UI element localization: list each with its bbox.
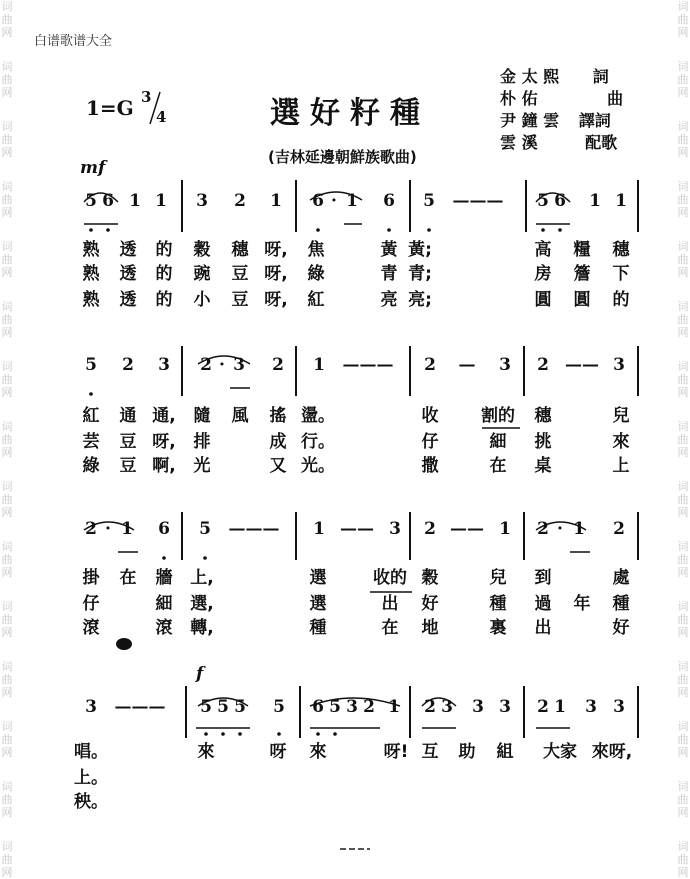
note: 6 xyxy=(158,519,170,539)
lyric-syllable: 熟 xyxy=(82,290,100,310)
note: 1 xyxy=(129,191,141,211)
lyric-syllable: 高 xyxy=(534,240,552,260)
lyric-syllable: 簷 xyxy=(573,264,591,284)
note: 2 xyxy=(537,697,549,717)
lyric-syllable: 組 xyxy=(496,742,514,762)
lyric-syllable: 糧 xyxy=(573,240,591,260)
lyric-syllable: 豆 xyxy=(231,264,249,284)
lyric-syllable: 收 xyxy=(421,406,439,426)
lyric-syllable: 通, xyxy=(152,406,176,426)
watermark-text: 词 曲 网 xyxy=(677,780,689,819)
note: ——— xyxy=(228,519,280,539)
note: 1 xyxy=(573,519,585,539)
lyric-syllable: 細 xyxy=(155,594,173,614)
lyric-syllable: 來 xyxy=(309,742,327,762)
lyric-syllable: 紅 xyxy=(82,406,100,426)
lyric-syllable: 牆 xyxy=(155,568,173,588)
lyric-syllable: 穀 xyxy=(421,568,439,588)
watermark-text: 词 曲 网 xyxy=(677,120,689,159)
note: · xyxy=(557,519,563,539)
lyric-syllable: 又 xyxy=(269,456,287,476)
lyric-syllable: 仔 xyxy=(421,432,439,452)
note: —— xyxy=(450,519,484,539)
lyric-syllable: 呀 xyxy=(269,742,287,762)
note: 1 xyxy=(388,697,400,717)
lyric-syllable: 出 xyxy=(534,618,552,638)
credit-names: 金 太 熙 xyxy=(500,67,560,86)
note: 2 xyxy=(537,355,549,375)
lyric-syllable: 青 xyxy=(380,264,398,284)
lyric-syllable: 排 xyxy=(193,432,211,452)
lyric-syllable: 透 xyxy=(119,240,137,260)
lyric-syllable: 助 xyxy=(458,742,476,762)
lyric-syllable: 選, xyxy=(190,594,214,614)
lyric-syllable: 房 xyxy=(534,264,552,284)
note: 1 xyxy=(313,519,325,539)
note: 1 xyxy=(155,191,167,211)
note: 3 xyxy=(613,697,625,717)
lyric-syllable: 熟 xyxy=(82,264,100,284)
lyric-syllable: 紅 xyxy=(307,290,325,310)
lyric-syllable: 綠 xyxy=(82,456,100,476)
lyric-syllable: 來 xyxy=(612,432,630,452)
lyric-syllable: 呀, xyxy=(152,432,176,452)
lyric-syllable: 仔 xyxy=(82,594,100,614)
time-sig-top: 3 xyxy=(141,88,152,106)
watermark-text: 词 曲 网 xyxy=(677,840,689,879)
note: 2 xyxy=(424,519,436,539)
watermark-text: 词 曲 网 xyxy=(1,660,13,699)
lyric-syllable: 裏 xyxy=(489,618,507,638)
lyric-syllable: 下 xyxy=(612,264,630,284)
lyric-syllable: 處 xyxy=(612,568,630,588)
note: 5 xyxy=(85,191,97,211)
note: 3 xyxy=(585,697,597,717)
note: 5 xyxy=(199,519,211,539)
watermark-text: 词 曲 网 xyxy=(1,0,13,39)
lyric-syllable: 收的 xyxy=(373,568,407,588)
lyric-syllable: 穀 xyxy=(193,240,211,260)
lyric-syllable: 來 xyxy=(197,742,215,762)
lyric-syllable: 兒 xyxy=(489,568,507,588)
credit-role: 譯詞 xyxy=(578,111,611,130)
note: 1 xyxy=(346,191,358,211)
note: 5 xyxy=(217,697,229,717)
lyric-syllable: 成 xyxy=(269,432,287,452)
lyric-syllable: 圓 xyxy=(534,290,552,310)
note: 3 xyxy=(346,697,358,717)
note: 6 xyxy=(312,697,324,717)
note: 2 xyxy=(85,519,97,539)
note: 5 xyxy=(85,355,97,375)
lyric-syllable: 到 xyxy=(534,568,552,588)
lyric-syllable: 風 xyxy=(231,406,249,426)
lyric-syllable: 芸 xyxy=(82,432,100,452)
lyric-syllable: 青; xyxy=(408,264,432,284)
key-signature: 1=G xyxy=(86,96,134,120)
watermark-text: 词 曲 网 xyxy=(1,600,13,639)
note: 2 xyxy=(537,519,549,539)
lyric-syllable: 光。 xyxy=(301,456,335,476)
lyric-syllable: 唱。 xyxy=(74,742,108,762)
lyric-syllable: 在 xyxy=(489,456,507,476)
credit-names: 雲 溪 xyxy=(500,133,538,152)
credit-role: 配歌 xyxy=(585,133,618,152)
dynamic-mf: mf xyxy=(80,158,106,178)
time-sig-bottom: 4 xyxy=(156,108,167,126)
note: 1 xyxy=(589,191,601,211)
lyric-syllable: 透 xyxy=(119,264,137,284)
lyric-syllable: 滾 xyxy=(82,618,100,638)
lyric-syllable: 通 xyxy=(119,406,137,426)
watermark-text: 词 曲 网 xyxy=(1,540,13,579)
watermark-text: 词 曲 网 xyxy=(677,0,689,39)
note: 3 xyxy=(613,355,625,375)
lyric-syllable: 小 xyxy=(193,290,211,310)
lyric-syllable: 種 xyxy=(612,594,630,614)
lyric-syllable: 的 xyxy=(155,290,173,310)
lyric-syllable: 互 xyxy=(421,742,439,762)
watermark-text: 词 曲 网 xyxy=(1,840,13,879)
subtitle: (吉林延邊朝鮮族歌曲) xyxy=(268,148,417,166)
lyric-syllable: 黃 xyxy=(380,240,398,260)
lyric-syllable: 亮; xyxy=(408,290,432,310)
lyric-syllable: 選 xyxy=(309,594,327,614)
watermark-text: 词 曲 网 xyxy=(1,780,13,819)
lyric-syllable: 好 xyxy=(421,594,439,614)
lyric-syllable: 秧。 xyxy=(74,792,108,812)
watermark-text: 词 曲 网 xyxy=(1,420,13,459)
lyric-syllable: 隨 xyxy=(193,406,211,426)
note: 5 xyxy=(200,697,212,717)
lyric-syllable: 撒 xyxy=(421,456,439,476)
note: ——— xyxy=(342,355,394,375)
note: — xyxy=(458,355,476,375)
lyric-syllable: 年 xyxy=(573,594,591,614)
lyric-syllable: 豆 xyxy=(231,290,249,310)
note: 5 xyxy=(273,697,285,717)
lyric-syllable: 來呀, xyxy=(591,742,633,762)
note: 3 xyxy=(196,191,208,211)
watermark-text: 词 曲 网 xyxy=(677,300,689,339)
note: —— xyxy=(565,355,599,375)
note: 3 xyxy=(441,697,453,717)
note: 6 xyxy=(102,191,114,211)
lyric-syllable: 兒 xyxy=(612,406,630,426)
lyric-syllable: 焦 xyxy=(307,240,325,260)
note: 1 xyxy=(121,519,133,539)
watermark-text: 词 曲 网 xyxy=(1,60,13,99)
lyric-syllable: 大家 xyxy=(543,742,577,762)
lyric-syllable: 出 xyxy=(381,594,399,614)
note: —— xyxy=(340,519,374,539)
lyric-syllable: 穗 xyxy=(534,406,552,426)
lyric-syllable: 上。 xyxy=(74,768,108,788)
lyric-syllable: 熟 xyxy=(82,240,100,260)
note: 2 xyxy=(234,191,246,211)
lyric-syllable: 的 xyxy=(155,240,173,260)
note: ——— xyxy=(452,191,504,211)
lyric-syllable: 挑 xyxy=(534,432,552,452)
credit-names: 朴 佑 xyxy=(500,89,538,108)
lyric-syllable: 轉, xyxy=(190,618,214,638)
note: 5 xyxy=(329,697,341,717)
lyric-syllable: 穗 xyxy=(231,240,249,260)
note: 3 xyxy=(233,355,245,375)
note: 3 xyxy=(499,697,511,717)
lyric-syllable: 行。 xyxy=(301,432,335,452)
watermark-text: 词 曲 网 xyxy=(677,600,689,639)
watermark-text: 词 曲 网 xyxy=(677,540,689,579)
note: 1 xyxy=(554,697,566,717)
note: 6 xyxy=(312,191,324,211)
lyric-syllable: 上, xyxy=(190,568,214,588)
note: ——— xyxy=(114,697,166,717)
lyric-syllable: 豌 xyxy=(193,264,211,284)
lyric-syllable: 在 xyxy=(381,618,399,638)
lyric-syllable: 黃; xyxy=(408,240,432,260)
note: · xyxy=(331,191,337,211)
lyric-syllable: 種 xyxy=(309,618,327,638)
watermark-text: 词 曲 网 xyxy=(1,120,13,159)
lyric-syllable: 透 xyxy=(119,290,137,310)
lyric-syllable: 種 xyxy=(489,594,507,614)
lyric-syllable: 穗 xyxy=(612,240,630,260)
lyric-syllable: 圓 xyxy=(573,290,591,310)
note: 3 xyxy=(499,355,511,375)
credit-names: 尹 鐘 雲 xyxy=(500,111,560,130)
lyric-syllable: 選 xyxy=(309,568,327,588)
note: 1 xyxy=(615,191,627,211)
note: 2 xyxy=(200,355,212,375)
lyric-syllable: 上 xyxy=(612,456,630,476)
watermark-text: 词 曲 网 xyxy=(677,240,689,279)
watermark-text: 词 曲 网 xyxy=(677,720,689,759)
lyric-syllable: 豆 xyxy=(119,456,137,476)
lyric-syllable: 光 xyxy=(193,456,211,476)
watermark-text: 词 曲 网 xyxy=(677,360,689,399)
lyric-syllable: 地 xyxy=(421,618,439,638)
lyric-syllable: 好 xyxy=(612,618,630,638)
watermark-text: 词 曲 网 xyxy=(1,720,13,759)
lyric-syllable: 桌 xyxy=(534,456,552,476)
lyric-syllable: 搖 xyxy=(269,406,287,426)
lyric-syllable: 滾 xyxy=(155,618,173,638)
site-name: 白谱歌谱大全 xyxy=(34,34,113,49)
note: 1 xyxy=(499,519,511,539)
watermark-text: 词 曲 网 xyxy=(677,60,689,99)
note: 3 xyxy=(85,697,97,717)
lyric-syllable: 過 xyxy=(534,594,552,614)
note: 1 xyxy=(313,355,325,375)
credit-role: 曲 xyxy=(607,89,624,108)
lyric-syllable: 呀, xyxy=(264,290,288,310)
note: 1 xyxy=(270,191,282,211)
note: 3 xyxy=(389,519,401,539)
lyric-syllable: 盪。 xyxy=(301,406,335,426)
note: 2 xyxy=(424,697,436,717)
note: 3 xyxy=(472,697,484,717)
note: · xyxy=(105,519,111,539)
note: 5 xyxy=(537,191,549,211)
watermark-text: 词 曲 网 xyxy=(1,480,13,519)
watermark-text: 词 曲 网 xyxy=(1,360,13,399)
lyric-syllable: 豆 xyxy=(119,432,137,452)
note: 2 xyxy=(272,355,284,375)
watermark-text: 词 曲 网 xyxy=(677,660,689,699)
lyric-syllable: 綠 xyxy=(307,264,325,284)
note: 6 xyxy=(554,191,566,211)
lyric-syllable: 啊, xyxy=(152,456,176,476)
watermark-text: 词 曲 网 xyxy=(1,240,13,279)
note: 2 xyxy=(424,355,436,375)
lyric-syllable: 在 xyxy=(119,568,137,588)
lyric-syllable: 呀! xyxy=(383,742,409,762)
lyric-syllable: 亮 xyxy=(380,290,398,310)
watermark-text: 词 曲 网 xyxy=(677,180,689,219)
lyric-syllable: 細 xyxy=(489,432,507,452)
page-title: 選好籽種 xyxy=(270,96,430,131)
note: 5 xyxy=(234,697,246,717)
lyric-syllable: 呀, xyxy=(264,240,288,260)
note: 5 xyxy=(423,191,435,211)
watermark-text: 词 曲 网 xyxy=(1,180,13,219)
note: 3 xyxy=(158,355,170,375)
watermark-text: 词 曲 网 xyxy=(677,420,689,459)
note: 2 xyxy=(363,697,375,717)
lyric-syllable: 掛 xyxy=(82,568,100,588)
note: 2 xyxy=(122,355,134,375)
note: · xyxy=(219,355,225,375)
note: 6 xyxy=(383,191,395,211)
lyric-syllable: 的 xyxy=(612,290,630,310)
watermark-text: 词 曲 网 xyxy=(677,480,689,519)
credit-role: 詞 xyxy=(592,67,609,86)
lyric-syllable: 割的 xyxy=(481,406,515,426)
lyric-syllable: 的 xyxy=(155,264,173,284)
watermark-text: 词 曲 网 xyxy=(1,300,13,339)
lyric-syllable: 呀, xyxy=(264,264,288,284)
note: 2 xyxy=(613,519,625,539)
dynamic-f: f xyxy=(196,664,204,684)
